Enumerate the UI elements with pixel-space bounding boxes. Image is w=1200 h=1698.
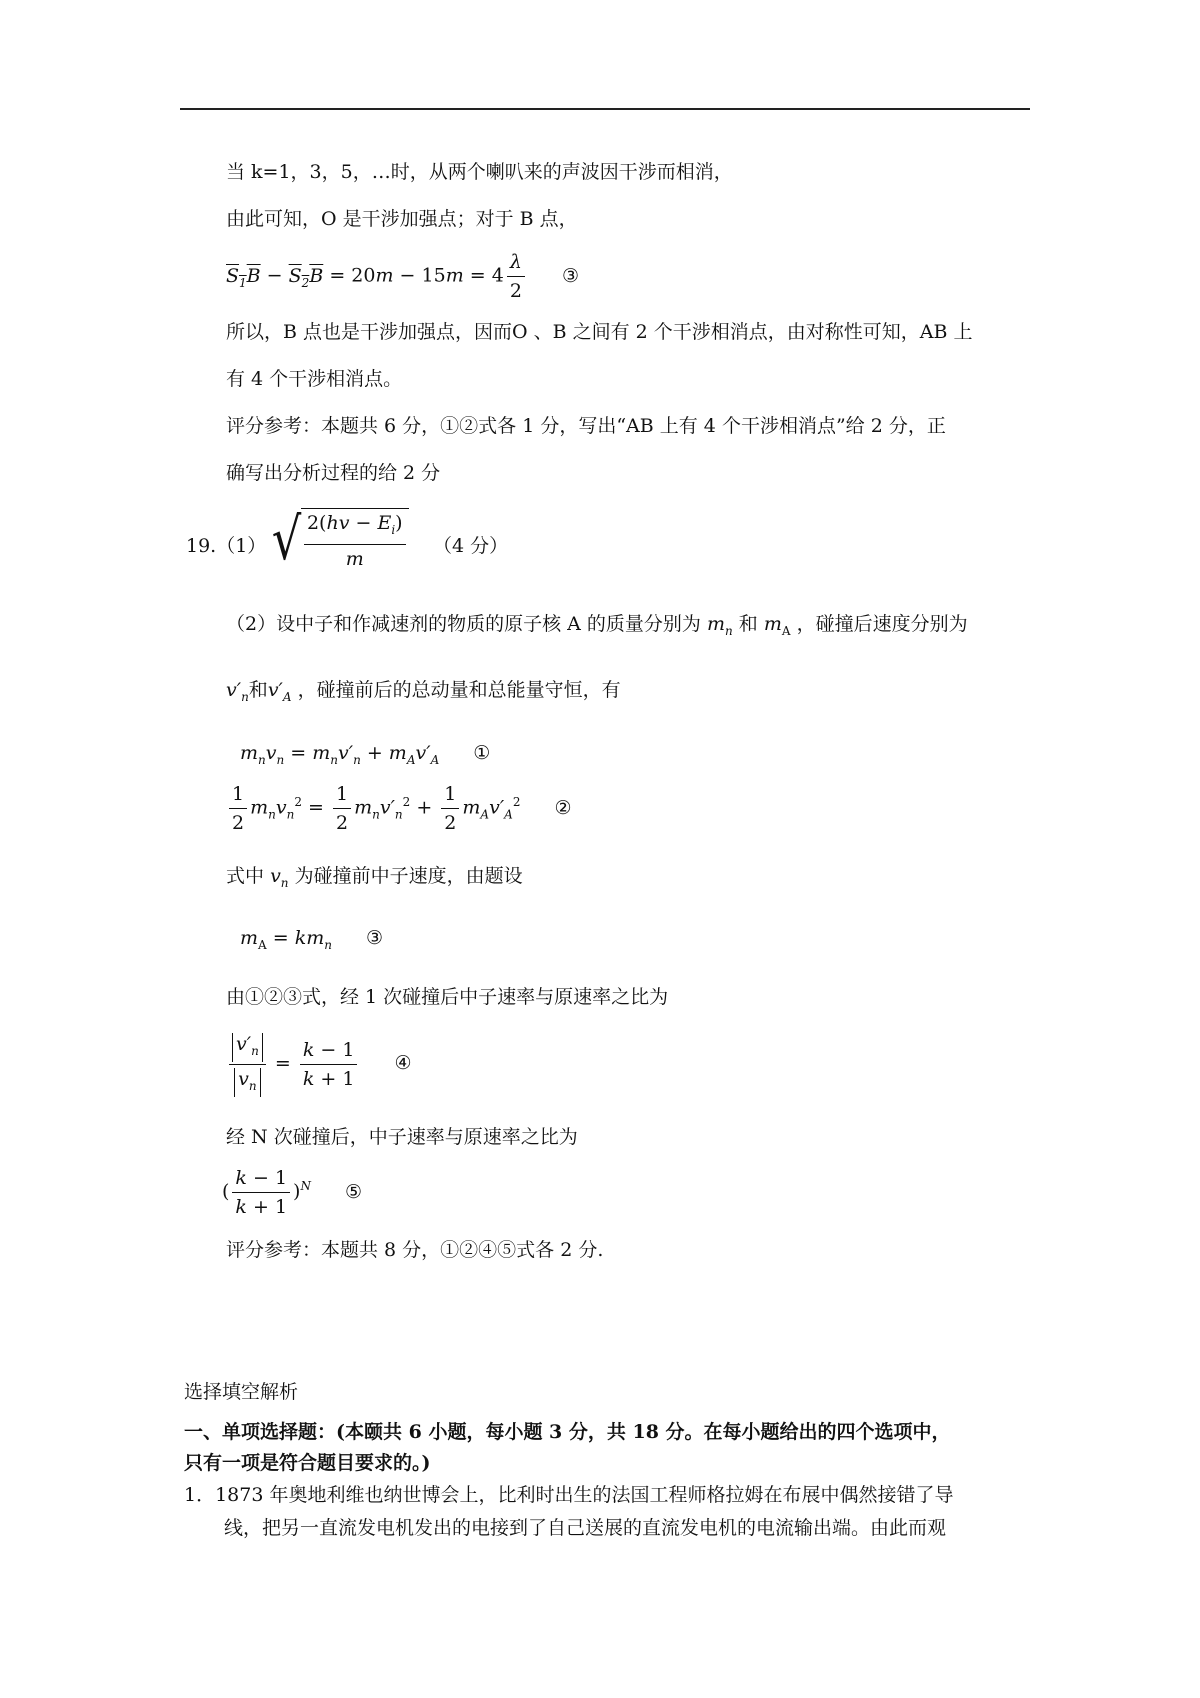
- text-vn-a: 式中: [226, 865, 265, 887]
- text-line-4b: 有 4 个干涉相消点。: [226, 368, 403, 390]
- text-line-1: 当 k=1，3，5，…时，从两个喇叭来的声波因干涉而相消，: [226, 161, 733, 183]
- equation-n-collisions: ( $\frac{k - 1}{k + 1}$ )$^N$ ⑤: [222, 1167, 363, 1218]
- scoring-note-1b: 确写出分析过程的给 2 分: [226, 462, 441, 484]
- header-rule: [180, 108, 1030, 110]
- velocity-before: $v_n$: [270, 865, 289, 890]
- velocities-after: $v'_n$和$v'_A$: [226, 679, 292, 704]
- equation-marker: ①: [473, 742, 491, 764]
- question-19-label: 19.（1）: [186, 535, 267, 557]
- part-2-intro: [226, 612, 968, 643]
- equation-mass-ratio: $m_A = km_n$ ③: [240, 927, 384, 952]
- equation-energy: $\frac{1}{2}$ $m_nv_n^2$ = $\frac{1}{2}$ $m_nv'_n^2$ + $\frac{1}{2}$ $m_Av'_A^2$ ②: [226, 782, 572, 835]
- text-line-4a: 所以，B 点也是干涉加强点，因而O 、B 之间有 2 个干涉相消点，由对称性可知，AB 上: [226, 321, 973, 343]
- equation-marker: ④: [394, 1052, 412, 1075]
- equation-speed-ratio: $\frac{v'_n}{v_n}$ = $\frac{k - 1}{k + 1}$ ④: [226, 1032, 412, 1097]
- part-2-text-d: ，碰撞前后的总动量和总能量守恒，有: [297, 679, 621, 701]
- part-2-text-a: （2）设中子和作减速剂的物质的原子核 A 的质量分别为: [226, 613, 701, 635]
- part-2-text-c: ，碰撞后速度分别为: [796, 613, 968, 635]
- equation-speed-formula: √ $\frac{2(hv - E_i)}{m}$: [268, 508, 409, 571]
- scoring-note-1a: 评分参考：本题共 6 分，①②式各 1 分，写出“AB 上有 4 个干涉相消点”给 2 分，正: [226, 415, 946, 437]
- section-heading-b: 只有一项是符合题目要求的。): [184, 1452, 431, 1474]
- equation-path-difference: $S_1B - S_2B = 20m - 15m = 4$ $\frac{\lambda}{2}$ ③: [226, 251, 579, 302]
- section-heading-a: 一、单项选择题：(本颐共 6 小题，每小题 3 分，共 18 分。在每小题给出的四个选项中，: [184, 1421, 951, 1443]
- question-1-line-a: 1．1873 年奥地利维也纳世博会上，比利时出生的法国工程师格拉姆在布展中偶然接错了导: [184, 1484, 954, 1506]
- equation-marker: ③: [561, 264, 579, 287]
- equation-marker: ②: [554, 796, 572, 819]
- text-line-2: 由此可知，O 是干涉加强点；对于 B 点，: [226, 208, 578, 230]
- text-line-ratio: 由①②③式，经 1 次碰撞后中子速率与原速率之比为: [226, 986, 669, 1008]
- equation-marker: ③: [366, 927, 384, 949]
- text-vn-b: 为碰撞前中子速度，由题设: [294, 865, 523, 887]
- part-2-text-b: 和: [738, 613, 758, 635]
- question-19-score: （4 分）: [433, 535, 509, 557]
- equation-marker: ⑤: [345, 1180, 363, 1203]
- question-1-line-b: 线，把另一直流发电机发出的电接到了自己送展的直流发电机的电流输出端。由此而观: [224, 1517, 947, 1539]
- scoring-note-2: 评分参考：本题共 8 分，①②④⑤式各 2 分.: [226, 1239, 604, 1261]
- equation-momentum: $m_nv_n = m_nv'_n + m_Av'_A$ ①: [240, 742, 491, 767]
- mass-nucleus: $m_A$: [763, 613, 791, 638]
- text-line-n-collisions: 经 N 次碰撞后，中子速率与原速率之比为: [226, 1126, 578, 1148]
- part-2-velocities: [226, 678, 621, 709]
- text-line-vn: [226, 864, 523, 895]
- section-title: 选择填空解析: [184, 1381, 299, 1403]
- mass-neutron: $m_n$: [706, 613, 733, 638]
